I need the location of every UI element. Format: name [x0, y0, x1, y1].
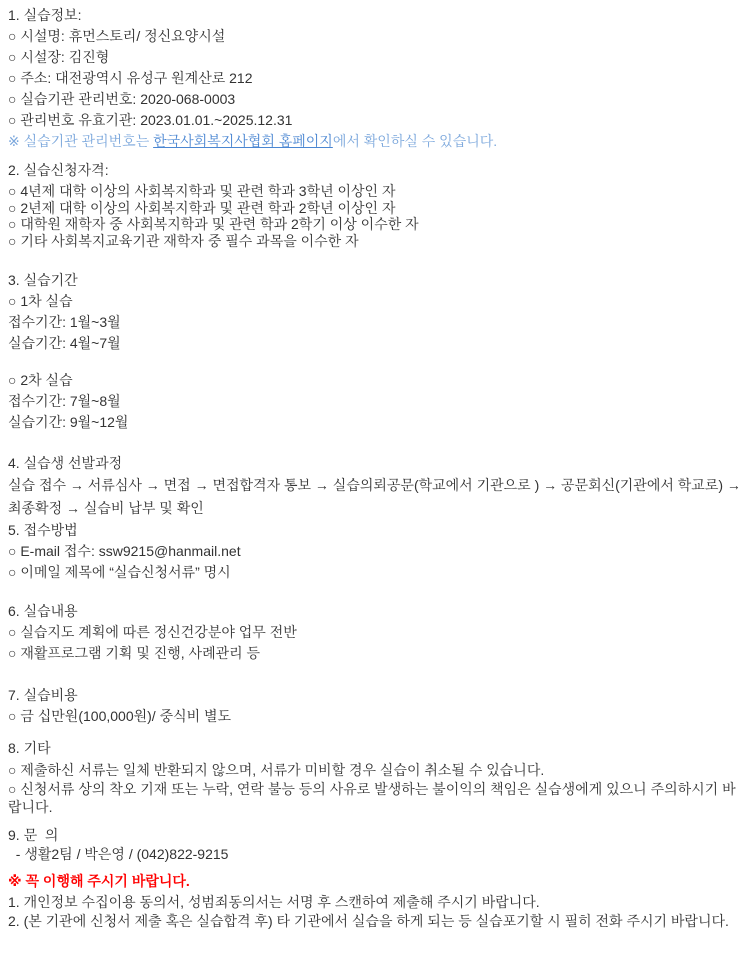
round2-practice-period: 실습기간: 9월~12월 — [8, 414, 129, 430]
section-title-info: 1. 실습정보: — [8, 7, 82, 23]
info-management-number: ○ 실습기관 관리번호: 2020-068-0003 — [8, 91, 236, 107]
contact-detail: - 생활2팀 / 박은영 / (042)822-9215 — [8, 845, 229, 862]
etc-item: ○ 제출하신 서류는 일체 반환되지 않으며, 서류가 미비할 경우 실습이 취소될 수 있습니다. — [8, 762, 545, 778]
apply-email-subject: ○ 이메일 제목에 “실습신청서류” 명시 — [8, 564, 231, 580]
info-address: ○ 주소: 대전광역시 유성구 원계산로 212 — [8, 70, 253, 86]
section-cost — [8, 685, 746, 727]
note-suffix: 에서 확인하실 수 있습니다. — [332, 133, 498, 149]
section-apply-method — [8, 520, 746, 583]
qualification-item: ○ 대학원 재학자 중 사회복지학과 및 관련 학과 2학기 이상 이수한 자 — [8, 216, 419, 232]
association-homepage-link[interactable]: 한국사회복지사협회 홈페이지 — [153, 133, 333, 149]
section-contact — [8, 826, 746, 864]
round1-label: ○ 1차 실습 — [8, 293, 73, 309]
round2-label: ○ 2차 실습 — [8, 372, 73, 388]
qualification-item: ○ 기타 사회복지교육기관 재학자 중 필수 과목을 이수한 자 — [8, 232, 359, 249]
section-warning — [8, 871, 746, 931]
cost-item: ○ 금 십만원(100,000원)/ 중식비 별도 — [8, 708, 232, 724]
etc-item: ○ 신청서류 상의 착오 기재 또는 누락, 연락 불능 등의 사유로 발생하는 불이익의 책임은 실습생에게 있으니 주의하시기 바랍니다. — [8, 780, 736, 815]
section-selection-process — [8, 453, 746, 520]
warning-item: 2. (본 기관에 신청서 제출 혹은 실습합격 후) 타 기관에서 실습을 하게 되는 등 실습포기할 시 필히 전화 주시기 바랍니다. — [8, 912, 729, 929]
content-item: ○ 재활프로그램 기획 및 진행, 사례관리 등 — [8, 645, 261, 661]
qualification-list — [8, 183, 746, 249]
section-title-qualification: 2. 실습신청자격: — [8, 162, 109, 178]
warning-item: 1. 개인정보 수집이용 동의서, 성범죄동의서는 서명 후 스캔하여 제출해 주시기 바랍니다. — [8, 893, 540, 910]
info-management-number-note — [8, 131, 746, 152]
info-valid-period: ○ 관리번호 유효기관: 2023.01.01.~2025.12.31 — [8, 112, 293, 128]
section-title-etc: 8. 기타 — [8, 740, 51, 756]
section-practice-info — [8, 5, 746, 152]
apply-email: ○ E-mail 접수: ssw9215@hanmail.net — [8, 543, 241, 559]
info-facility-name: ○ 시설명: 휴먼스토리/ 정신요양시설 — [8, 28, 226, 44]
section-title-contact: 9. 문 의 — [8, 826, 59, 843]
section-title-content: 6. 실습내용 — [8, 603, 78, 619]
qualification-item: ○ 2년제 대학 이상의 사회복지학과 및 관련 학과 2학년 이상인 자 — [8, 199, 396, 216]
section-qualification — [8, 160, 746, 249]
selection-process-flow: 실습 접수 → 서류심사 → 면접 → 면접합격자 통보 → 실습의뢰공문(학교에서 기관으로 ) → 공문회신(기관에서 학교로) → 최종확정 → 실습비 납부 및 확인 — [8, 477, 745, 516]
content-item: ○ 실습지도 계획에 따른 정신건강분야 업무 전반 — [8, 624, 297, 640]
section-period — [8, 270, 746, 433]
round2-apply-period: 접수기간: 7월~8월 — [8, 393, 121, 409]
section-etc — [8, 738, 746, 817]
round-gap — [8, 354, 746, 370]
section-title-apply-method: 5. 접수방법 — [8, 522, 78, 538]
section-title-cost: 7. 실습비용 — [8, 687, 78, 703]
section-title-selection: 4. 실습생 선발과정 — [8, 455, 123, 471]
info-facility-director: ○ 시설장: 김진형 — [8, 49, 110, 65]
etc-list — [8, 761, 746, 817]
round1-practice-period: 실습기간: 4월~7월 — [8, 335, 121, 351]
round1-apply-period: 접수기간: 1월~3월 — [8, 314, 121, 330]
section-practice-content — [8, 601, 746, 664]
qualification-item: ○ 4년제 대학 이상의 사회복지학과 및 관련 학과 3학년 이상인 자 — [8, 183, 396, 199]
warning-title: ※ 꼭 이행해 주시기 바랍니다. — [8, 872, 190, 889]
note-prefix: ※ 실습기관 관리번호는 — [8, 133, 154, 149]
section-title-period: 3. 실습기간 — [8, 272, 78, 288]
